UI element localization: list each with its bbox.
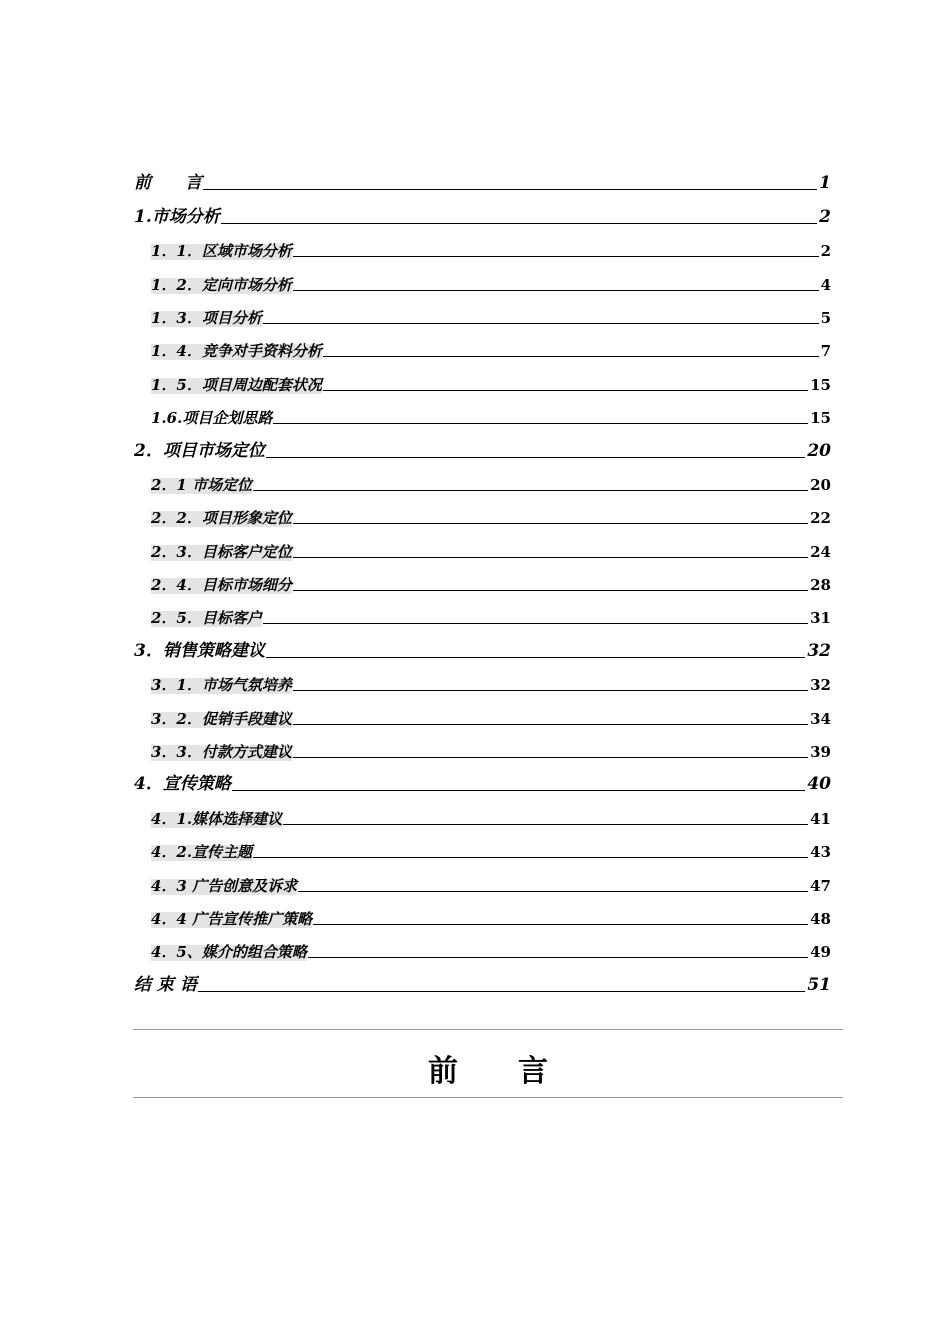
toc-leader-line [263, 623, 808, 624]
toc-entry[interactable] [134, 461, 831, 494]
toc-entry-page: 34 [810, 709, 831, 728]
toc-entry[interactable] [134, 661, 831, 694]
toc-entry[interactable] [134, 193, 831, 226]
toc-entry-label: 2．4．目标市场细分 [151, 576, 292, 595]
toc-entry-page: 49 [810, 943, 831, 962]
toc-leader-line [293, 256, 819, 257]
toc-entry-label: 前 言 [134, 173, 202, 194]
toc-entry[interactable] [134, 394, 831, 427]
toc-entry[interactable] [134, 327, 831, 360]
toc-entry[interactable] [134, 360, 831, 393]
toc-entry[interactable] [134, 895, 831, 928]
toc-entry-label: 结 束 语 [134, 974, 197, 995]
toc-entry[interactable] [134, 260, 831, 293]
toc-entry-label: 4．5、媒介的组合策略 [151, 943, 307, 962]
toc-entry[interactable] [134, 828, 831, 861]
toc-leader-line [253, 857, 808, 858]
toc-entry[interactable] [134, 861, 831, 894]
toc-entry-page: 7 [820, 342, 831, 361]
toc-entry[interactable] [134, 160, 831, 193]
toc-entry-page: 22 [810, 509, 831, 528]
toc-leader-line [221, 223, 817, 224]
toc-entry-label: 1．4．竞争对手资料分析 [151, 342, 322, 361]
toc-entry-page: 40 [807, 774, 831, 795]
toc-entry[interactable] [134, 961, 831, 994]
toc-entry-label: 3．3．付款方式建议 [151, 743, 292, 762]
toc-entry-page: 20 [810, 475, 831, 494]
toc-leader-line [232, 790, 805, 791]
section-heading: 前 言 [428, 1054, 548, 1089]
toc-leader-line [323, 356, 819, 357]
divider-bottom [133, 1097, 843, 1098]
toc-entry[interactable] [134, 627, 831, 660]
toc-leader-line [293, 523, 808, 524]
toc-entry-page: 2 [820, 242, 831, 261]
toc-entry-page: 5 [820, 308, 831, 327]
toc-leader-line [293, 590, 808, 591]
toc-entry[interactable] [134, 427, 831, 460]
table-of-contents [134, 160, 831, 995]
toc-entry[interactable] [134, 561, 831, 594]
toc-entry-page: 20 [807, 440, 831, 461]
toc-entry[interactable] [134, 294, 831, 327]
toc-entry-label: 4．4 广告宣传推广策略 [151, 909, 313, 928]
toc-entry-label: 4．3 广告创意及诉求 [151, 876, 298, 895]
toc-entry-label: 2．项目市场定位 [134, 440, 265, 461]
toc-entry-label: 4．2.宣传主题 [151, 843, 253, 862]
toc-entry-page: 39 [810, 743, 831, 762]
toc-entry-page: 15 [810, 375, 831, 394]
toc-entry[interactable] [134, 494, 831, 527]
toc-leader-line [293, 690, 808, 691]
toc-entry-page: 32 [810, 676, 831, 695]
toc-leader-line [283, 824, 808, 825]
toc-entry-page: 51 [807, 974, 831, 995]
toc-entry[interactable] [134, 728, 831, 761]
toc-leader-line [203, 189, 817, 190]
toc-leader-line [323, 390, 808, 391]
toc-entry-page: 47 [810, 876, 831, 895]
toc-entry-page: 31 [810, 609, 831, 628]
toc-entry-label: 1.6.项目企划思路 [151, 409, 273, 428]
toc-entry-label: 4．宣传策略 [134, 774, 231, 795]
toc-leader-line [293, 557, 808, 558]
toc-leader-line [273, 423, 808, 424]
toc-entry-page: 28 [810, 576, 831, 595]
divider-top [133, 1029, 843, 1030]
toc-entry-label: 2．1 市场定位 [151, 475, 253, 494]
toc-entry[interactable] [134, 694, 831, 727]
toc-leader-line [266, 457, 805, 458]
toc-leader-line [253, 490, 808, 491]
toc-entry-page: 4 [820, 275, 831, 294]
toc-entry-label: 3．2．促销手段建议 [151, 709, 292, 728]
toc-leader-line [293, 290, 819, 291]
toc-entry-label: 1．3．项目分析 [151, 308, 262, 327]
toc-leader-line [263, 323, 819, 324]
toc-entry[interactable] [134, 527, 831, 560]
toc-leader-line [293, 757, 808, 758]
toc-entry[interactable] [134, 594, 831, 627]
toc-entry-label: 3．销售策略建议 [134, 640, 265, 661]
toc-entry-label: 1．5．项目周边配套状况 [151, 375, 322, 394]
toc-entry-label: 1.市场分析 [134, 206, 220, 227]
toc-entry-label: 3．1．市场气氛培养 [151, 676, 292, 695]
toc-entry-page: 1 [819, 173, 831, 194]
toc-leader-line [308, 957, 808, 958]
toc-entry-label: 2．2．项目形象定位 [151, 509, 292, 528]
toc-entry[interactable] [134, 928, 831, 961]
toc-entry-label: 4．1.媒体选择建议 [151, 809, 283, 828]
toc-entry-label: 1．2．定向市场分析 [151, 275, 292, 294]
toc-leader-line [198, 991, 805, 992]
toc-entry-label: 1．1．区域市场分析 [151, 242, 292, 261]
toc-entry-page: 48 [810, 909, 831, 928]
toc-entry[interactable] [134, 794, 831, 827]
toc-entry-page: 32 [807, 640, 831, 661]
toc-entry[interactable] [134, 761, 831, 794]
toc-leader-line [293, 724, 808, 725]
toc-entry-label: 2．5．目标客户 [151, 609, 262, 628]
toc-entry-page: 2 [819, 206, 831, 227]
toc-entry-page: 24 [810, 542, 831, 561]
toc-leader-line [313, 924, 808, 925]
toc-leader-line [298, 891, 808, 892]
toc-entry-page: 15 [810, 409, 831, 428]
toc-entry-page: 43 [810, 843, 831, 862]
toc-entry-label: 2．3．目标客户定位 [151, 542, 292, 561]
toc-entry[interactable] [134, 227, 831, 260]
toc-leader-line [266, 657, 805, 658]
toc-entry-page: 41 [810, 809, 831, 828]
